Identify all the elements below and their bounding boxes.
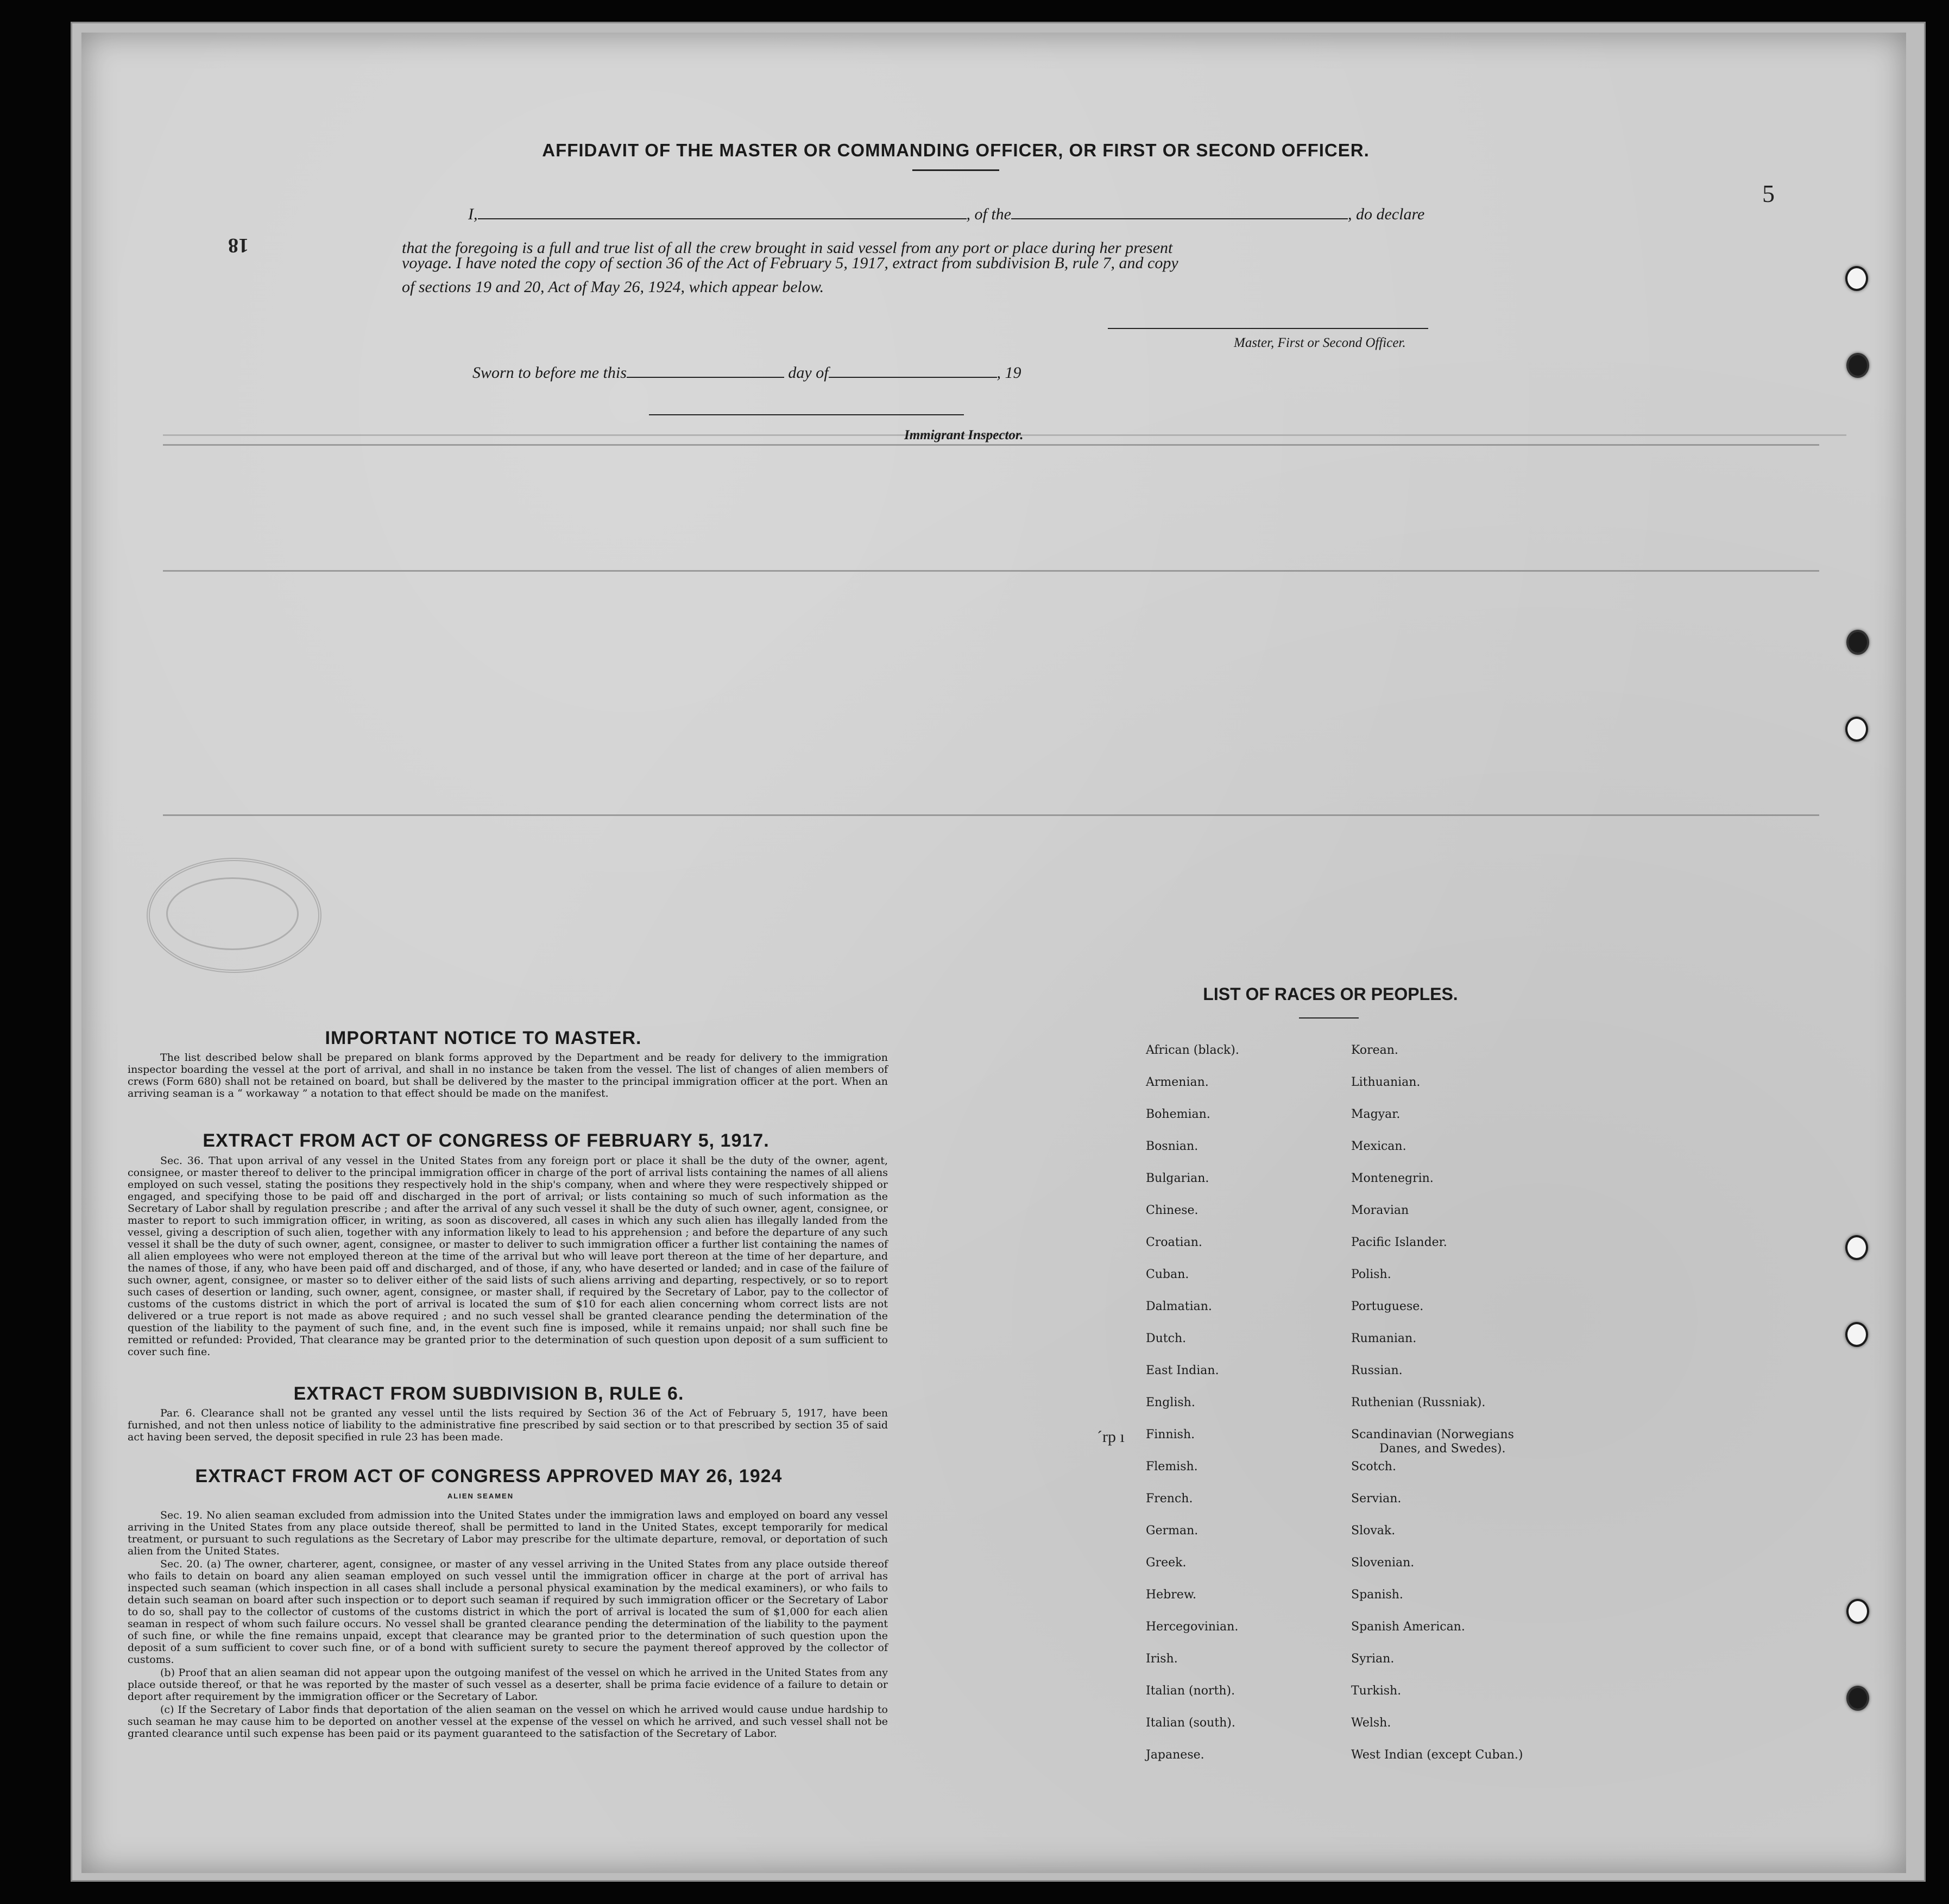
race-item: Hebrew. [1146,1588,1197,1602]
race-item: Spanish. [1351,1588,1403,1602]
race-item: Scandinavian (Norwegians [1351,1428,1514,1441]
race-item: Slovak. [1351,1524,1396,1538]
races-title: LIST OF RACES OR PEOPLES. [1203,984,1458,1004]
race-item: Bohemian. [1146,1108,1210,1121]
master-label: Master, First or Second Officer. [1234,336,1406,350]
race-item: Moravian [1351,1204,1409,1217]
sworn-month-blank [829,363,997,378]
race-item: Spanish American. [1351,1620,1465,1634]
race-item: Greek. [1146,1556,1187,1570]
title-rule [912,169,999,171]
affidavit-line-2: voyage. I have noted the copy of section 36 of the Act of February 5, 1917, extract from subdivision B, rule 7, and copy [402,254,1178,272]
punch-hole [1845,1322,1868,1347]
strike-line [163,814,1819,816]
name-blank [478,204,967,219]
affidavit-title: AFFIDAVIT OF THE MASTER OR COMMANDING OFFICER, OR FIRST OR SECOND OFFICER. [542,140,1370,160]
race-item: Dalmatian. [1146,1300,1212,1313]
notice-paragraph: The list described below shall be prepared on blank forms approved by the Department and be ready for delivery to the immigration inspector boarding the vessel at the port of arrival, and shall in no instance be taken from the vessel. The list of changes of alien members of crews (Form 680) shall not be retained on board, but shall be delivered by the master to the principal immigration officer at the port. When an arriving seaman is a “ workaway ” a notation to that effect should be made on the manifest. [128,1052,888,1099]
race-item: Mexican. [1351,1140,1406,1153]
sec19-paragraph: Sec. 19. No alien seaman excluded from admission into the United States under the immigration laws and employed on board any vessel arriving in the United States from any place outside thereof, shall be permitted to land in the United States, except temporarily for medical treatment, or pursuant to such regulations as the Secretary of Labor may prescribe for the ultimate departure, removal, or deportation of such alien from the United States. [128,1509,888,1557]
race-item: Bulgarian. [1146,1172,1209,1185]
punch-hole [1846,353,1869,378]
sworn-year: , 19 [996,364,1021,382]
vessel-blank [1011,204,1348,219]
race-item: Korean. [1351,1043,1398,1057]
race-item: French. [1146,1492,1193,1506]
sworn-day-blank [627,363,784,378]
declare-i: I, [468,205,478,223]
strike-line [163,444,1819,446]
corner-mark: 5 [1762,180,1775,207]
declaration-line [468,204,1424,224]
punch-hole [1845,266,1868,291]
race-item: Japanese. [1146,1748,1204,1762]
punch-hole [1845,717,1868,742]
sworn-day: day of [788,364,829,382]
race-item: Pacific Islander. [1351,1236,1447,1249]
strike-line [163,570,1819,572]
sworn-prefix: Sworn to before me this [472,364,627,382]
par6-paragraph: Par. 6. Clearance shall not be granted any vessel until the lists required by Section 36 of the Act of February 5, 1917, have been furnished, and not then unless notice of liability to the administrative fine prescribed by said section or to that prescribed by section 35 of said act having been served, the deposit specified in rule 23 has been made. [128,1407,888,1443]
race-item: Ruthenian (Russniak). [1351,1396,1486,1409]
extract-1924-title: EXTRACT FROM ACT OF CONGRESS APPROVED MAY 26, 1924 [195,1466,783,1486]
declare-do: , do declare [1348,205,1425,223]
page-mark: 18 [228,234,249,257]
race-item: Turkish. [1351,1684,1402,1698]
race-item: Italian (south). [1146,1716,1235,1730]
extract-1917-body [128,1155,888,1359]
signature-line [1108,328,1428,329]
affidavit-line-1: that the foregoing is a full and true list of all the crew brought in said vessel from any port or place during her present [402,239,1173,257]
race-item: East Indian. [1146,1364,1219,1377]
race-item: German. [1146,1524,1199,1538]
race-item: Italian (north). [1146,1684,1235,1698]
race-item: Flemish. [1146,1460,1198,1473]
notice-body [128,1052,888,1100]
races-title-rule [1299,1017,1359,1019]
race-item: Armenian. [1146,1076,1209,1089]
declare-of-the: , of the [966,205,1011,223]
notice-title: IMPORTANT NOTICE TO MASTER. [325,1028,642,1048]
extract-1917-title: EXTRACT FROM ACT OF CONGRESS OF FEBRUARY 5, 1917. [203,1130,769,1151]
race-item: Dutch. [1146,1332,1187,1345]
race-item: Polish. [1351,1268,1391,1281]
rule6-body [128,1407,888,1444]
race-item: Finnish. [1146,1428,1195,1441]
punch-hole [1845,1235,1868,1260]
race-item: Irish. [1146,1652,1178,1666]
race-item: English. [1146,1396,1195,1409]
sec20a-paragraph: Sec. 20. (a) The owner, charterer, agent, consignee, or master of any vessel arriving in the United States from any place outside thereof who fails to detain on board any alien seaman employed on such vessel until the immigration officer in charge at the port of arrival has inspected such seaman (which inspection in all cases shall include a personal physical examination by the medical examiners), or who fails to detain such seaman on board after such inspection or to deport such seaman if required by such immigration officer or the Secretary of Labor to do so, shall pay to the collector of customs of the customs district in which the port of arrival is located the sum of $1,000 for each alien seaman in respect of whom such failure occurs. No vessel shall be granted clearance pending the determination of the liability to the payment of such fine, or while the fine remains unpaid, except that clearance may be granted prior to the determination of such question upon the deposit of a sum sufficient to cover such fine, or of a bond with sufficient surety to secure the payment thereof approved by the collector of customs. [128,1558,888,1666]
race-item: Servian. [1351,1492,1402,1506]
race-item: Portuguese. [1351,1300,1424,1313]
sec20c-paragraph: (c) If the Secretary of Labor finds that deportation of the alien seaman on the vessel on which he arrived would cause undue hardship to such seaman he may cause him to be deported on another vessel at the expense of the vessel on which he arrived, and such vessel shall not be granted clearance until such expense has been paid or its payment guaranteed to the satisfaction of the Secretary of Labor. [128,1704,888,1739]
race-item: Croatian. [1146,1236,1202,1249]
punch-hole [1846,1686,1869,1711]
extract-1924-body [128,1509,888,1741]
race-item: Hercegovinian. [1146,1620,1239,1634]
punch-hole [1846,630,1869,655]
race-item: African (black). [1146,1043,1239,1057]
race-item: Magyar. [1351,1108,1401,1121]
sec36-paragraph: Sec. 36. That upon arrival of any vessel in the United States from any foreign port or place it shall be the duty of the owner, agent, consignee, or master thereof to deliver to the principal immigration officer in charge of the port of arrival lists containing the names of all aliens employed on such vessel, stating the positions they respectively hold in the ship's company, when and where they were respectively shipped or engaged, and specifying those to be paid off and discharged in the port of arrival; or lists containing so much of such information as the Secretary of Labor shall by regulation prescribe ; and after the arrival of any such vessel it shall be the duty of such owner, agent, consignee, or master to report to such immigration officer, in writing, as soon as discovered, all cases in which any such alien has illegally landed from the vessel, giving a description of such alien, together with any information likely to lead to his apprehension ; and before the departure of any such vessel it shall be the duty of such owner, agent, consignee, or master to deliver to such immigration officer a further list containing the names of all alien employees who were not employed thereon at the time of the arrival but who will leave port thereon at the time of her departure, and the names of those, if any, who have been paid off and discharged, and of those, if any, who have deserted or landed; and in case of the failure of such owner, agent, consignee, or master so to deliver either of the said lists of such aliens arriving and departing, respectively, or so to report such cases of desertion or landing, such owner, agent, consignee, or master shall, if required by the Secretary of Labor, pay to the collector of customs of the customs district in which the port of arrival is located the sum of $10 for each alien concerning whom correct lists are not delivered or a true report is not made as above required ; and no such vessel shall be granted clearance pending the determination of the question of the liability to the payment of such fine, and, in the event such fine is imposed, while it remains unpaid; nor shall such fine be remitted or refunded: Provided, That clearance may be granted prior to the determination of such question upon deposit of a sum sufficient to cover such fine. [128,1155,888,1358]
race-item: Lithuanian. [1351,1076,1421,1089]
race-item: Syrian. [1351,1652,1395,1666]
race-item: Chinese. [1146,1204,1199,1217]
sec20b-paragraph: (b) Proof that an alien seaman did not appear upon the outgoing manifest of the vessel on which he arrived in the United States from any place outside thereof, or that he was reported by the master of such vessel as a deserter, shall be prima facie evidence of a failure to detain or deport after requirement by the immigration officer or the Secretary of Labor. [128,1667,888,1703]
oval-stamp [147,858,321,973]
race-item: Scotch. [1351,1460,1396,1473]
race-item: Slovenian. [1351,1556,1415,1570]
race-item: Cuban. [1146,1268,1189,1281]
sworn-line [472,363,1021,382]
race-item: West Indian (except Cuban.) [1351,1748,1523,1762]
alien-seamen-subtitle: ALIEN SEAMEN [447,1492,514,1500]
rule6-title: EXTRACT FROM SUBDIVISION B, RULE 6. [293,1383,684,1404]
race-item: Montenegrin. [1351,1172,1434,1185]
race-item: Bosnian. [1146,1140,1199,1153]
race-item: Russian. [1351,1364,1403,1377]
punch-hole [1846,1599,1869,1624]
left-mark: ´rp ı [1097,1428,1125,1446]
race-continuation: Danes, and Swedes). [1379,1442,1506,1456]
inspector-label: Immigrant Inspector. [904,428,1024,442]
inspector-signature-line [649,414,964,415]
affidavit-line-3: of sections 19 and 20, Act of May 26, 1924, which appear below. [402,278,824,296]
race-item: Welsh. [1351,1716,1391,1730]
stamp-inner-ring [166,877,299,950]
race-item: Rumanian. [1351,1332,1417,1345]
